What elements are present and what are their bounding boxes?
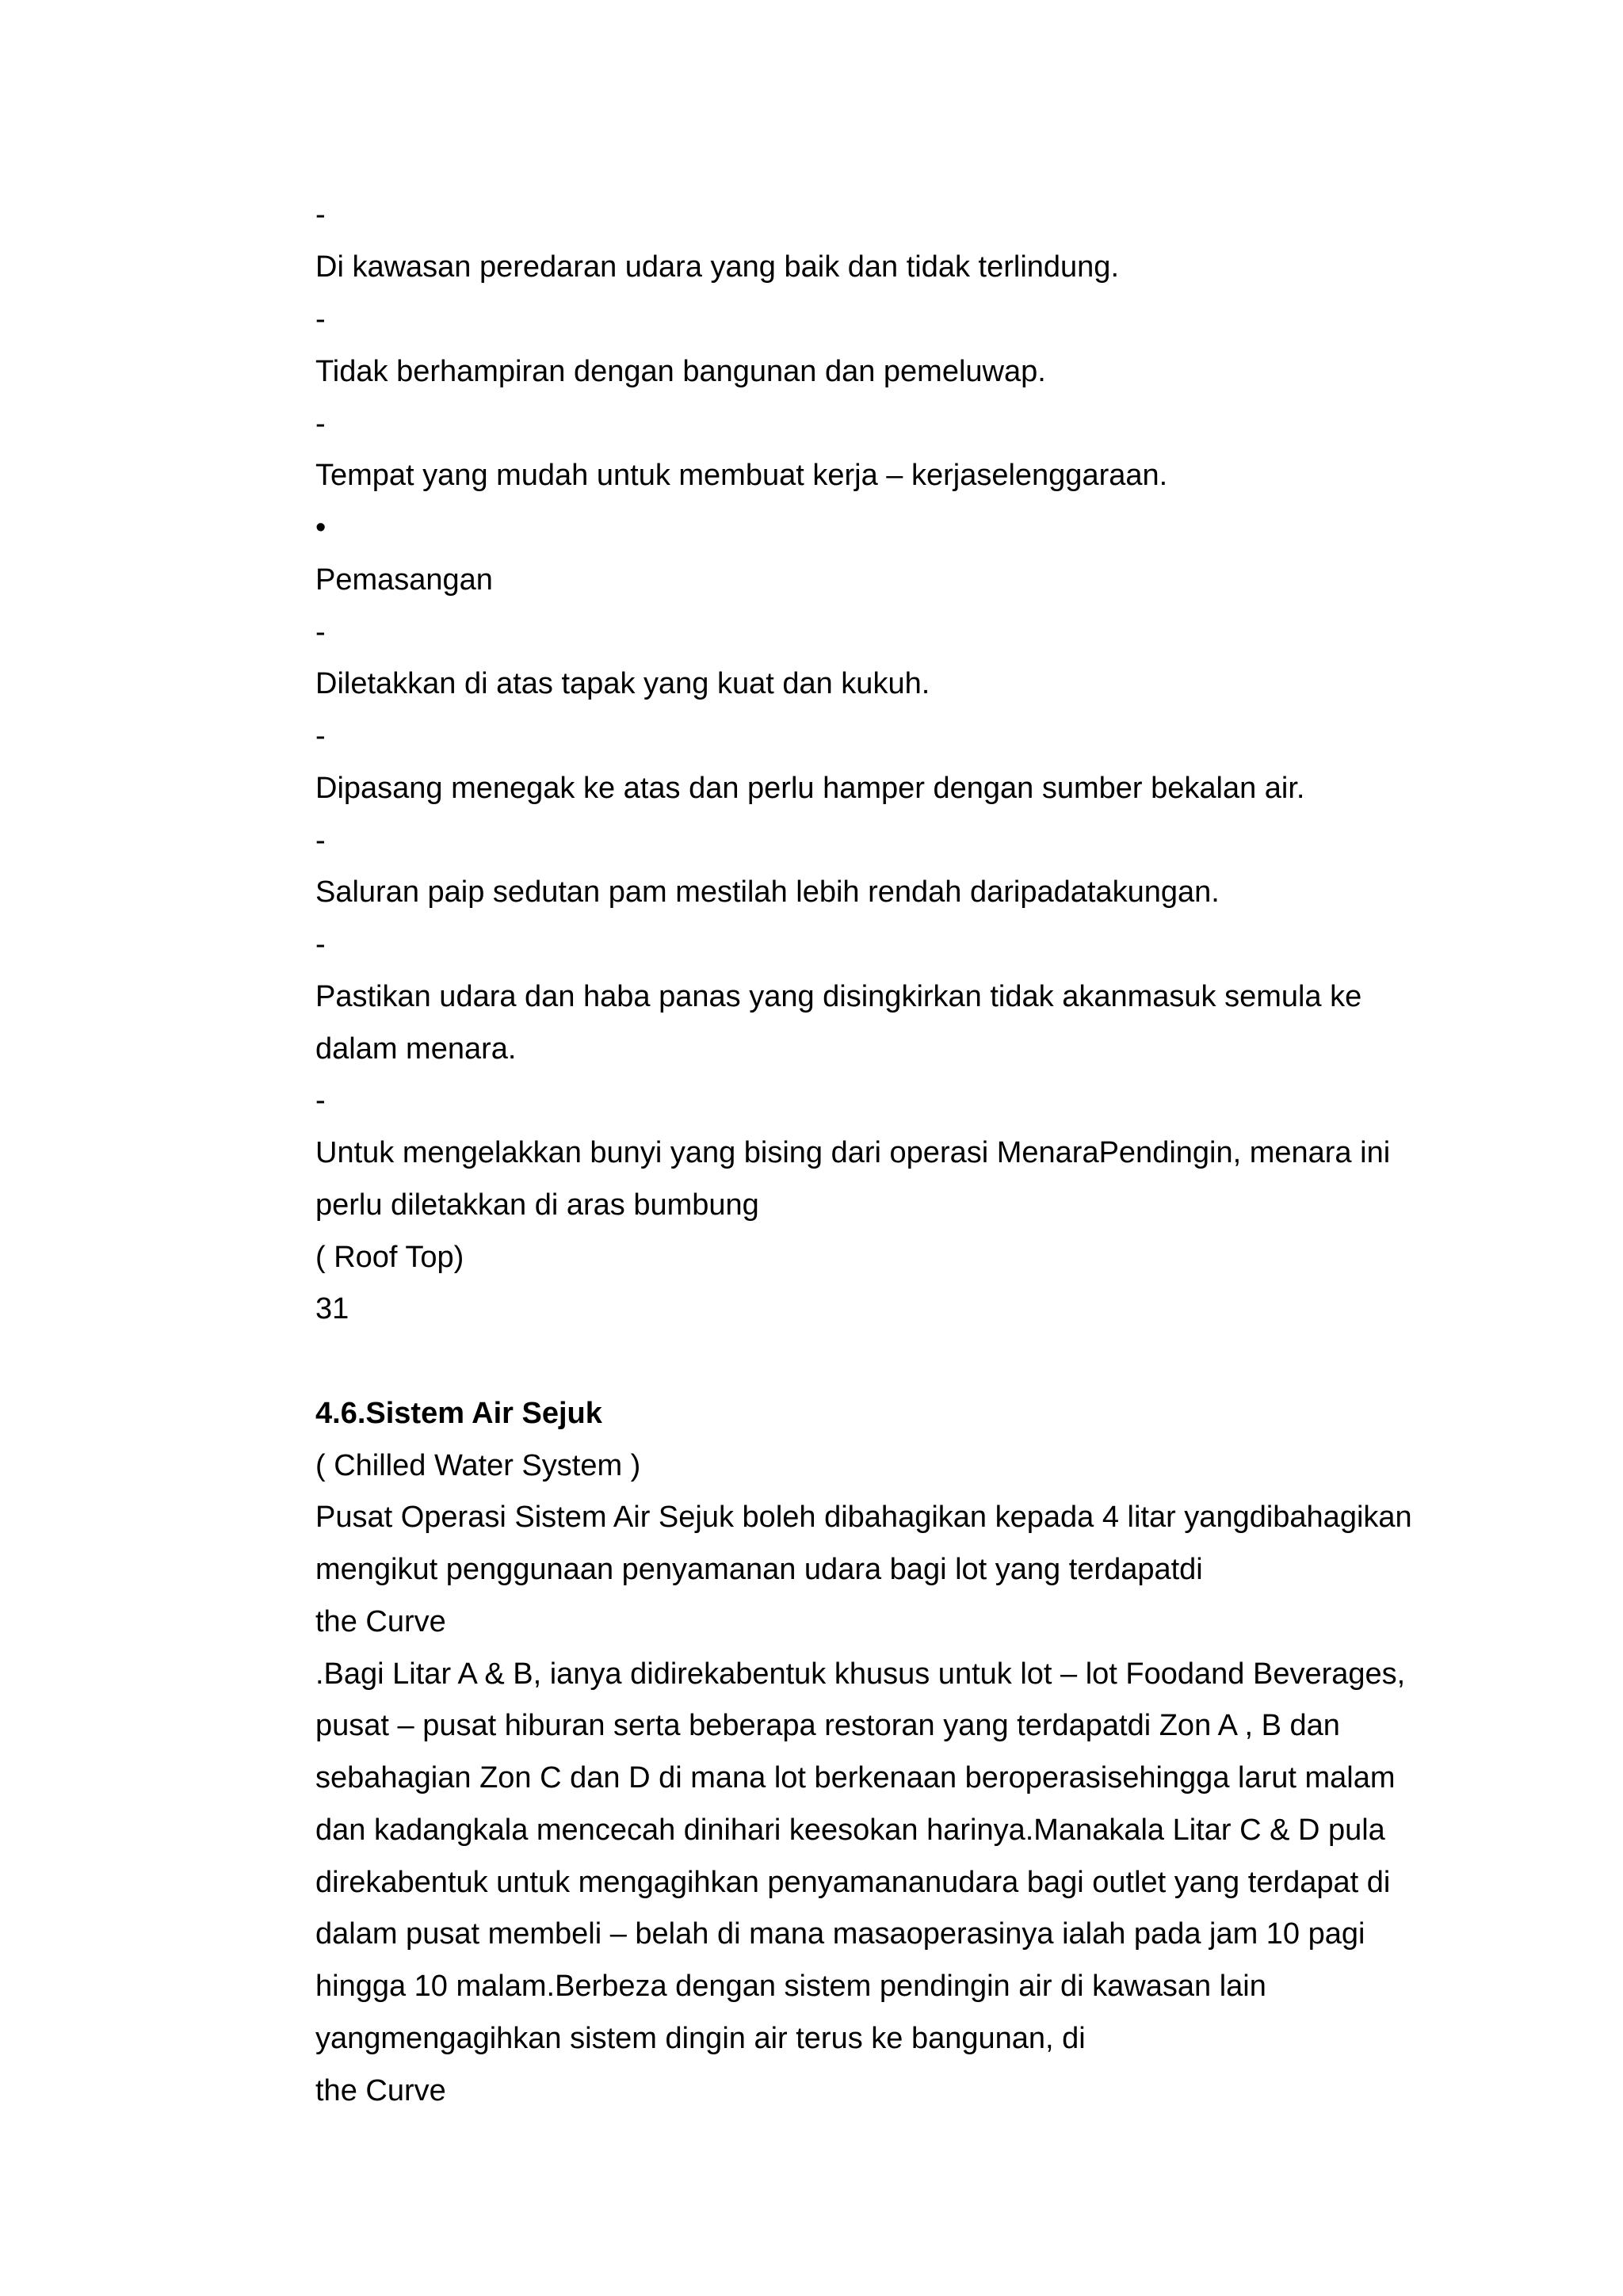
dash-marker: - [315, 407, 326, 441]
text-line: .Bagi Litar A & B, ianya didirekabentuk khusus untuk lot – lot Foodand Beverages, [315, 1657, 1406, 1691]
section-heading: 4.6.Sistem Air Sejuk [315, 1397, 602, 1430]
text-line: dan kadangkala mencecah dinihari keesokan harinya.Manakala Litar C & D pula [315, 1814, 1385, 1847]
dash-marker: - [315, 198, 326, 231]
text-line: the Curve [315, 2074, 446, 2107]
text-line: mengikut penggunaan penyamanan udara bagi lot yang terdapatdi [315, 1553, 1203, 1586]
dash-marker: - [315, 616, 326, 649]
text-line: the Curve [315, 1605, 446, 1638]
text-line: Tidak berhampiran dengan bangunan dan pemeluwap. [315, 355, 1046, 388]
section-subheading: ( Chilled Water System ) [315, 1449, 641, 1482]
dash-marker: - [315, 824, 326, 857]
text-line: ( Roof Top) [315, 1241, 464, 1274]
text-line: Saluran paip sedutan pam mestilah lebih rendah daripadatakungan. [315, 875, 1220, 909]
text-line: pusat – pusat hiburan serta beberapa restoran yang terdapatdi Zon A , B dan [315, 1709, 1340, 1742]
text-line: direkabentuk untuk mengagihkan penyamananudara bagi outlet yang terdapat di [315, 1866, 1391, 1899]
dash-marker: - [315, 303, 326, 336]
text-line: Pemasangan [315, 563, 493, 597]
text-line: Pastikan udara dan haba panas yang disingkirkan tidak akanmasuk semula ke [315, 980, 1362, 1013]
text-line: Di kawasan peredaran udara yang baik dan tidak terlindung. [315, 250, 1119, 284]
text-line: hingga 10 malam.Berbeza dengan sistem pendingin air di kawasan lain [315, 1970, 1266, 2003]
text-line: Pusat Operasi Sistem Air Sejuk boleh dibahagikan kepada 4 litar yangdibahagikan [315, 1501, 1412, 1534]
dash-marker: - [315, 719, 326, 753]
bullet-marker: • [315, 511, 327, 544]
text-line: Diletakkan di atas tapak yang kuat dan kukuh. [315, 667, 930, 700]
dash-marker: - [315, 1084, 326, 1117]
dash-marker: - [315, 928, 326, 961]
text-line: sebahagian Zon C dan D di mana lot berkenaan beroperasisehingga larut malam [315, 1761, 1396, 1794]
text-line: perlu diletakkan di aras bumbung [315, 1188, 759, 1222]
page-number: 31 [315, 1292, 349, 1325]
text-line: dalam menara. [315, 1032, 517, 1066]
text-line: Untuk mengelakkan bunyi yang bising dari operasi MenaraPendingin, menara ini [315, 1136, 1391, 1169]
text-line: dalam pusat membeli – belah di mana masaoperasinya ialah pada jam 10 pagi [315, 1917, 1365, 1951]
text-line: Dipasang menegak ke atas dan perlu hamper dengan sumber bekalan air. [315, 772, 1305, 805]
text-line: yangmengagihkan sistem dingin air terus ke bangunan, di [315, 2022, 1086, 2055]
text-line: Tempat yang mudah untuk membuat kerja – kerjaselenggaraan. [315, 459, 1168, 492]
